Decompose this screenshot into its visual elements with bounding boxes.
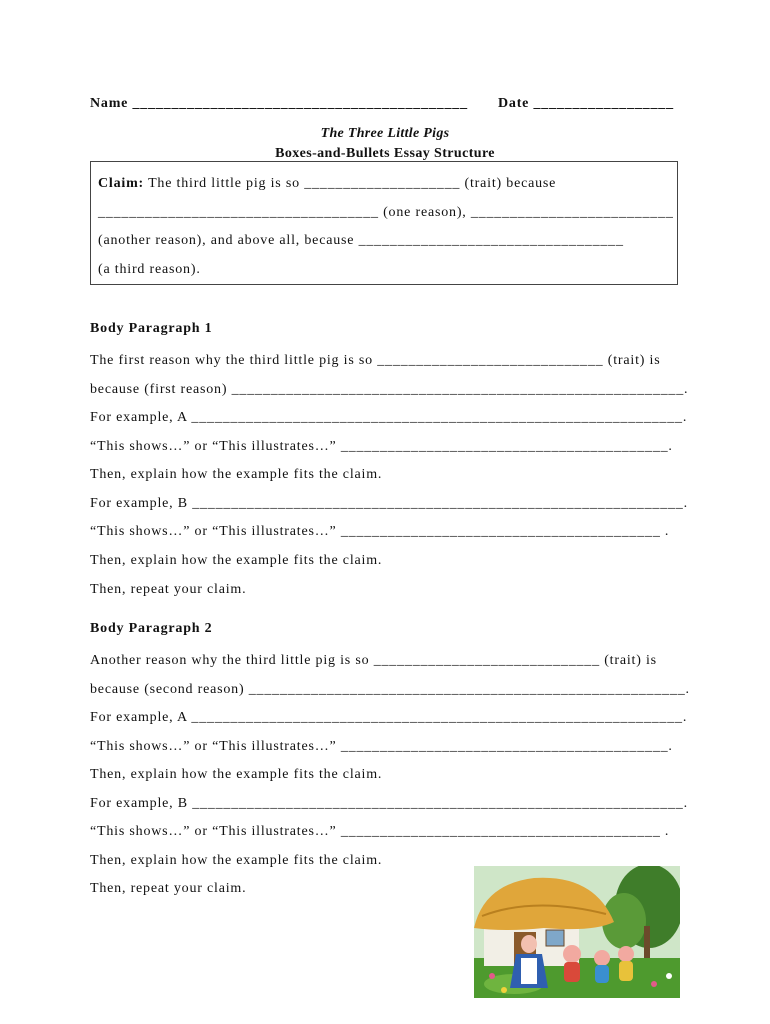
claim-line-3: (another reason), and above all, because __________________________________ <box>98 233 624 248</box>
claim-line-2: ____________________________________ (one reason), __________________________ <box>98 205 674 220</box>
pig-body <box>595 965 609 983</box>
story-title: The Three Little Pigs <box>320 126 450 141</box>
body2-line: For example, B _______________________________________________________________. <box>90 796 688 811</box>
body1-line: For example, A _______________________________________________________________. <box>90 410 688 425</box>
body1-line: because (first reason) __________________________________________________________. <box>90 382 689 397</box>
body2-line: Then, explain how the example fits the claim. <box>90 767 383 782</box>
body-paragraph-2-heading: Body Paragraph 2 <box>90 621 213 636</box>
body1-line: The first reason why the third little pig is so _____________________________ (trait) is <box>90 353 661 368</box>
grandma-head <box>521 935 537 953</box>
body-paragraph-1-heading: Body Paragraph 1 <box>90 321 213 336</box>
illustration-drawing <box>474 866 680 998</box>
body2-line: “This shows…” or “This illustrates…” _________________________________________ . <box>90 824 670 839</box>
body1-line: Then, explain how the example fits the claim. <box>90 553 383 568</box>
pig-head <box>618 946 634 962</box>
pig-head <box>594 950 610 966</box>
claim-line-1 <box>98 175 556 193</box>
body2-line: “This shows…” or “This illustrates…” __________________________________________. <box>90 739 673 754</box>
flower <box>651 981 657 987</box>
body2-line: because (second reason) ________________________________________________________. <box>90 682 690 697</box>
grandma-apron <box>521 958 537 984</box>
flower <box>501 987 507 993</box>
cottage-window <box>546 930 564 946</box>
worksheet-subtitle: Boxes-and-Bullets Essay Structure <box>275 146 495 161</box>
claim-line-4: (a third reason). <box>98 262 201 277</box>
body2-line: For example, A _______________________________________________________________. <box>90 710 688 725</box>
pig-body <box>564 962 580 982</box>
pig-head <box>563 945 581 963</box>
body2-line: Then, repeat your claim. <box>90 881 247 896</box>
date-field-label: Date __________________ <box>498 96 674 111</box>
name-field-label: Name ___________________________________________ <box>90 96 468 111</box>
body1-line: “This shows…” or “This illustrates…” __________________________________________. <box>90 439 673 454</box>
body2-line: Another reason why the third little pig is so _____________________________ (trait) is <box>90 653 657 668</box>
three-little-pigs-cottage-illustration <box>474 866 680 998</box>
claim-label: Claim: <box>98 176 145 191</box>
body1-line: Then, repeat your claim. <box>90 582 247 597</box>
pig-body <box>619 961 633 981</box>
flower <box>666 973 672 979</box>
body1-line: “This shows…” or “This illustrates…” _________________________________________ . <box>90 524 670 539</box>
flower <box>489 973 495 979</box>
claim-line-1-text: The third little pig is so ____________________ (trait) because <box>144 176 557 191</box>
body1-line: Then, explain how the example fits the claim. <box>90 467 383 482</box>
body2-line: Then, explain how the example fits the claim. <box>90 853 383 868</box>
body1-line: For example, B _______________________________________________________________. <box>90 496 688 511</box>
